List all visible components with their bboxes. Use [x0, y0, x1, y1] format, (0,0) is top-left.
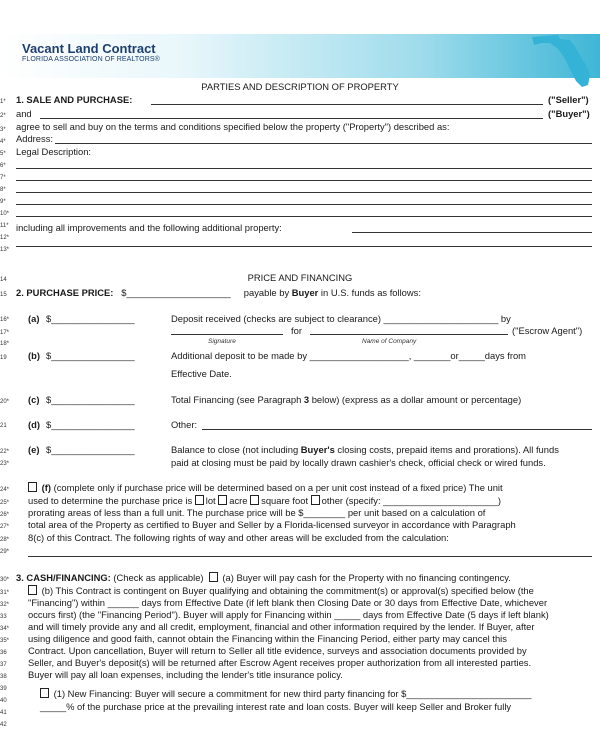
financing-text-1: (b) This Contract is contingent on Buyer qualifying and obtaining the commitment(s) or approval(s) specified below (the — [41, 585, 534, 596]
item-f-line2 — [28, 495, 501, 507]
funds-text: in U.S. funds as follows: — [318, 287, 421, 298]
item-e-label: (e) — [28, 444, 40, 455]
line-number: 24* — [0, 487, 10, 493]
other-field[interactable] — [202, 429, 592, 430]
line-number: 2* — [0, 113, 6, 119]
escrow-agent-tag: ("Escrow Agent") — [512, 325, 583, 336]
acre-checkbox[interactable] — [218, 495, 227, 505]
paragraph-3-label: 3. CASH/FINANCING: — [16, 572, 111, 583]
item-b-text2: Effective Date. — [171, 368, 232, 379]
line-number: 32* — [0, 602, 10, 608]
item-a-label: (a) — [28, 313, 40, 324]
item-c-text: Total Financing (see Paragraph 3 below) (express as a dollar amount or percentage) — [171, 394, 522, 405]
item-a-amount[interactable]: $________________ — [46, 313, 135, 324]
lot-checkbox[interactable] — [195, 495, 204, 505]
buyer-name-field[interactable] — [40, 118, 543, 119]
financing-line5: using diligence and good faith, cannot obtain the Financing within the Financing Period, either party may cancel this — [28, 633, 507, 644]
line-number: 27* — [0, 524, 10, 530]
document-title: Vacant Land Contract — [22, 41, 156, 56]
line-number: 28* — [0, 537, 10, 543]
signature-field[interactable] — [171, 334, 283, 335]
line-number: 29* — [0, 549, 10, 555]
company-field[interactable] — [310, 334, 508, 335]
line-number: 26* — [0, 512, 10, 518]
financing-line1 — [28, 585, 534, 597]
line-number: 40 — [0, 698, 7, 704]
new-financing-line2: _____% of the purchase price at the prevailing interest rate and loan costs. Buyer will keep Seller and Broker fully — [40, 701, 512, 712]
line-number: 18* — [0, 341, 10, 347]
legal-description-label: Legal Description: — [16, 146, 92, 157]
line-number: 36 — [0, 650, 7, 656]
buyer-tag: ("Buyer") — [548, 108, 590, 119]
company-caption: Name of Company — [362, 338, 417, 345]
line-number: 23* — [0, 461, 10, 467]
item-b-amount[interactable]: $________________ — [46, 350, 135, 361]
additional-property-field[interactable] — [16, 246, 592, 247]
line-number: 33 — [0, 614, 7, 620]
line-number: 5* — [0, 151, 6, 157]
item-f-text: (complete only if purchase price will be determined based on a per unit cost instead of a fixed price) The unit — [53, 482, 503, 493]
address-field[interactable] — [55, 143, 592, 144]
item-e-text2: paid at closing must be paid by locally drawn cashier's check, official check or wired funds. — [171, 457, 546, 468]
other-label: other (specify: ______________________) — [321, 495, 501, 506]
seller-tag: ("Seller") — [548, 94, 589, 105]
line-number: 9* — [0, 199, 6, 205]
item-a-text: Deposit received (checks are subject to clearance) ______________________ by — [171, 313, 511, 324]
line-number: 10* — [0, 211, 10, 217]
item-f-line4: total area of the Property as certified to Buyer and Seller by a Florida-licensed surveyor in accordance with Paragraph — [28, 519, 516, 530]
line-number: 15 — [0, 292, 7, 298]
line-number: 14 — [0, 277, 7, 283]
item-c-label: (c) — [28, 394, 40, 405]
line-number: 30* — [0, 577, 10, 583]
financing-checkbox[interactable] — [28, 585, 37, 595]
line-number: 37 — [0, 662, 7, 668]
item-a-for: for — [291, 325, 302, 336]
improvements-text: including all improvements and the following additional property: — [16, 222, 282, 233]
item-e-text: Balance to close (not including Buyer's closing costs, prepaid items and prorations). All funds — [171, 444, 559, 455]
item-f-line1 — [28, 482, 503, 494]
section-heading-parties: PARTIES AND DESCRIPTION OF PROPERTY — [201, 81, 399, 92]
item-d-text: Other: — [171, 419, 198, 430]
line-number: 19 — [0, 355, 7, 361]
new-financing-line1 — [40, 688, 532, 700]
line-number: 31* — [0, 590, 10, 596]
purchase-price-field[interactable]: $____________________ — [121, 287, 231, 298]
item-c-amount[interactable]: $________________ — [46, 394, 135, 405]
item-f-label: (f) — [41, 482, 51, 493]
line-number: 38 — [0, 674, 7, 680]
line-number: 42 — [0, 722, 7, 728]
item-e-amount[interactable]: $________________ — [46, 444, 135, 455]
line-number: 34* — [0, 626, 10, 632]
payable-text: payable by — [243, 287, 292, 298]
additional-property-field[interactable] — [352, 232, 592, 233]
legal-description-field[interactable] — [16, 216, 592, 217]
line-number: 17* — [0, 330, 10, 336]
square-foot-checkbox[interactable] — [250, 495, 259, 505]
cash-checkbox[interactable] — [209, 572, 218, 582]
item-f-line3: prorating areas of less than a full unit. The purchase price will be $________ per unit based on a calculation of — [28, 507, 486, 518]
financing-line6: Contract. Upon cancellation, Buyer will return to Seller all title evidence, surveys and association documents provided by — [28, 645, 527, 656]
and-label: and — [16, 108, 32, 119]
square-foot-label: square foot — [261, 495, 309, 506]
line-number: 1* — [0, 99, 6, 105]
cash-financing-line — [16, 572, 511, 584]
section-heading-price: PRICE AND FINANCING — [247, 272, 353, 283]
legal-description-field[interactable] — [16, 168, 592, 169]
line-number: 39 — [0, 686, 7, 692]
other-checkbox[interactable] — [311, 495, 320, 505]
item-b-label: (b) — [28, 350, 40, 361]
line-number: 11* — [0, 223, 9, 229]
financing-line4: and will timely provide any and all credit, employment, financial and other information required by the lender. If Buyer, after — [28, 621, 535, 632]
line-number: 41 — [0, 710, 7, 716]
line-number: 16* — [0, 317, 10, 323]
item-f-checkbox[interactable] — [28, 482, 37, 492]
agree-text: agree to sell and buy on the terms and conditions specified below the property ("Property") described as: — [16, 121, 450, 132]
cash-option-text: (a) Buyer will pay cash for the Property with no financing contingency. — [222, 572, 511, 583]
signature-caption: Signature — [208, 338, 236, 345]
sale-purchase-line — [16, 94, 132, 106]
item-f-line5: 8(c) of this Contract. The following rights of way and other areas will be excluded from the calculation: — [28, 532, 449, 543]
check-applicable-text: (Check as applicable) — [113, 572, 204, 583]
legal-description-field[interactable] — [16, 204, 592, 205]
line-number: 13* — [0, 247, 10, 253]
line-number: 12* — [0, 235, 10, 241]
line-number: 7* — [0, 175, 6, 181]
line-number: 21 — [0, 423, 7, 429]
line-number: 20* — [0, 399, 10, 405]
new-financing-text: (1) New Financing: Buyer will secure a commitment for new third party financing for $________________________ — [53, 688, 532, 699]
item-d-amount[interactable]: $________________ — [46, 419, 135, 430]
item-b-text: Additional deposit to be made by ___________________, _______or_____days from — [171, 350, 526, 361]
seller-name-field[interactable] — [151, 104, 543, 105]
line-number: 4* — [0, 139, 6, 145]
legal-description-field[interactable] — [16, 180, 592, 181]
financing-line3: occurs first) (the "Financing Period"). Buyer will apply for Financing within _____ days from Effective Date (5 days if left blank) — [28, 609, 549, 620]
address-label: Address: — [16, 133, 53, 144]
legal-description-field[interactable] — [16, 192, 592, 193]
financing-line7: Seller, and Buyer's deposit(s) will be returned after Escrow Agent receives proper authorization from all interested parties. — [28, 657, 532, 668]
line-number: 25* — [0, 500, 10, 506]
line-number: 6* — [0, 163, 6, 169]
new-financing-checkbox[interactable] — [40, 688, 49, 698]
line-number: 35* — [0, 638, 10, 644]
line-number: 8* — [0, 187, 6, 193]
line-number: 22* — [0, 449, 10, 455]
paragraph-1-label: 1. SALE AND PURCHASE: — [16, 94, 133, 105]
paragraph-2-label: 2. PURCHASE PRICE: — [16, 287, 114, 298]
item-d-label: (d) — [28, 419, 40, 430]
unit-text: used to determine the purchase price is — [28, 495, 193, 506]
document-subtitle: FLORIDA ASSOCIATION OF REALTORS® — [22, 56, 160, 63]
line-number: 3* — [0, 127, 6, 133]
acre-label: acre — [229, 495, 248, 506]
buyer-bold: Buyer — [291, 287, 319, 298]
financing-line2: "Financing") within ______ days from Effective Date (if left blank then Closing Date or 30 days from Effective Date, whichever — [28, 597, 548, 608]
financing-line8: Buyer will pay all loan expenses, including the lender's title insurance policy. — [28, 669, 343, 680]
excluded-areas-field[interactable] — [28, 556, 592, 557]
lot-label: lot — [205, 495, 216, 506]
purchase-price-line — [16, 287, 421, 299]
